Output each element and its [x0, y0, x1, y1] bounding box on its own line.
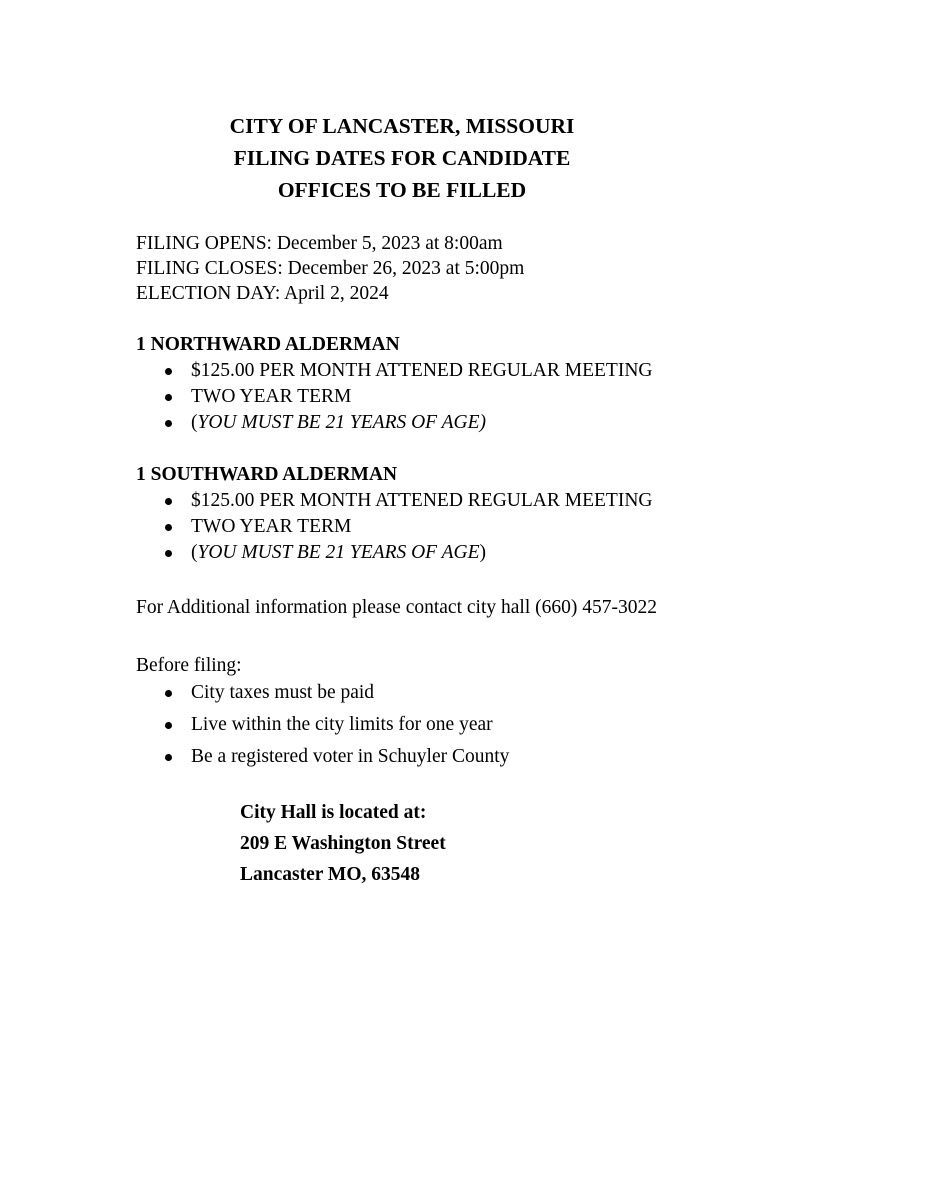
list-item-text: City taxes must be paid: [191, 682, 375, 703]
age-requirement: YOU MUST BE 21 YEARS OF AGE: [197, 542, 480, 563]
city-hall-address: [240, 797, 446, 890]
list-item: [136, 741, 509, 773]
list-item-text: TWO YEAR TERM: [191, 516, 352, 537]
list-item: [136, 514, 652, 540]
before-filing-list: [136, 677, 509, 773]
bullet-icon: [165, 722, 172, 729]
age-note-open: (: [191, 412, 198, 433]
list-item-text: TWO YEAR TERM: [191, 386, 352, 407]
bullet-icon: [165, 550, 172, 557]
list-item: [136, 677, 509, 709]
list-item: [136, 384, 652, 410]
title-line-3: OFFICES TO BE FILLED: [277, 178, 527, 202]
before-filing-label: Before filing:: [136, 655, 242, 676]
office-list-northward: [136, 358, 652, 436]
bullet-icon: [165, 690, 172, 697]
list-item-text: $125.00 PER MONTH ATTENED REGULAR MEETING: [191, 360, 653, 381]
title-line-1: CITY OF LANCASTER, MISSOURI: [229, 114, 575, 138]
age-note-close: ): [479, 542, 487, 563]
list-item: [136, 488, 652, 514]
list-item: [136, 709, 509, 741]
contact-info: For Additional information please contact city hall (660) 457-3022: [136, 597, 657, 618]
bullet-icon: [165, 498, 172, 505]
filing-opens: FILING OPENS: December 5, 2023 at 8:00am: [136, 233, 503, 254]
list-item: [136, 410, 652, 436]
bullet-icon: [165, 394, 172, 401]
list-item: [136, 540, 652, 566]
list-item: [136, 358, 652, 384]
address-street: 209 E Washington Street: [240, 833, 446, 854]
list-item-text: Be a registered voter in Schuyler County: [191, 746, 510, 767]
list-item-text: Live within the city limits for one year: [191, 714, 493, 735]
bullet-icon: [165, 524, 172, 531]
age-note-open: (: [191, 542, 198, 563]
bullet-icon: [165, 368, 172, 375]
election-day: ELECTION DAY: April 2, 2024: [136, 283, 389, 304]
office-heading-northward: 1 NORTHWARD ALDERMAN: [136, 334, 400, 355]
bullet-icon: [165, 754, 172, 761]
age-requirement: YOU MUST BE 21 YEARS OF AGE): [197, 412, 487, 433]
title-line-2: FILING DATES FOR CANDIDATE: [233, 146, 571, 170]
address-heading: City Hall is located at:: [240, 802, 427, 823]
list-item-text: $125.00 PER MONTH ATTENED REGULAR MEETING: [191, 490, 653, 511]
bullet-icon: [165, 420, 172, 427]
filing-closes: FILING CLOSES: December 26, 2023 at 5:00pm: [136, 258, 525, 279]
document-title: [136, 110, 668, 206]
address-city: Lancaster MO, 63548: [240, 864, 420, 885]
office-list-southward: [136, 488, 652, 566]
office-heading-southward: 1 SOUTHWARD ALDERMAN: [136, 464, 398, 485]
